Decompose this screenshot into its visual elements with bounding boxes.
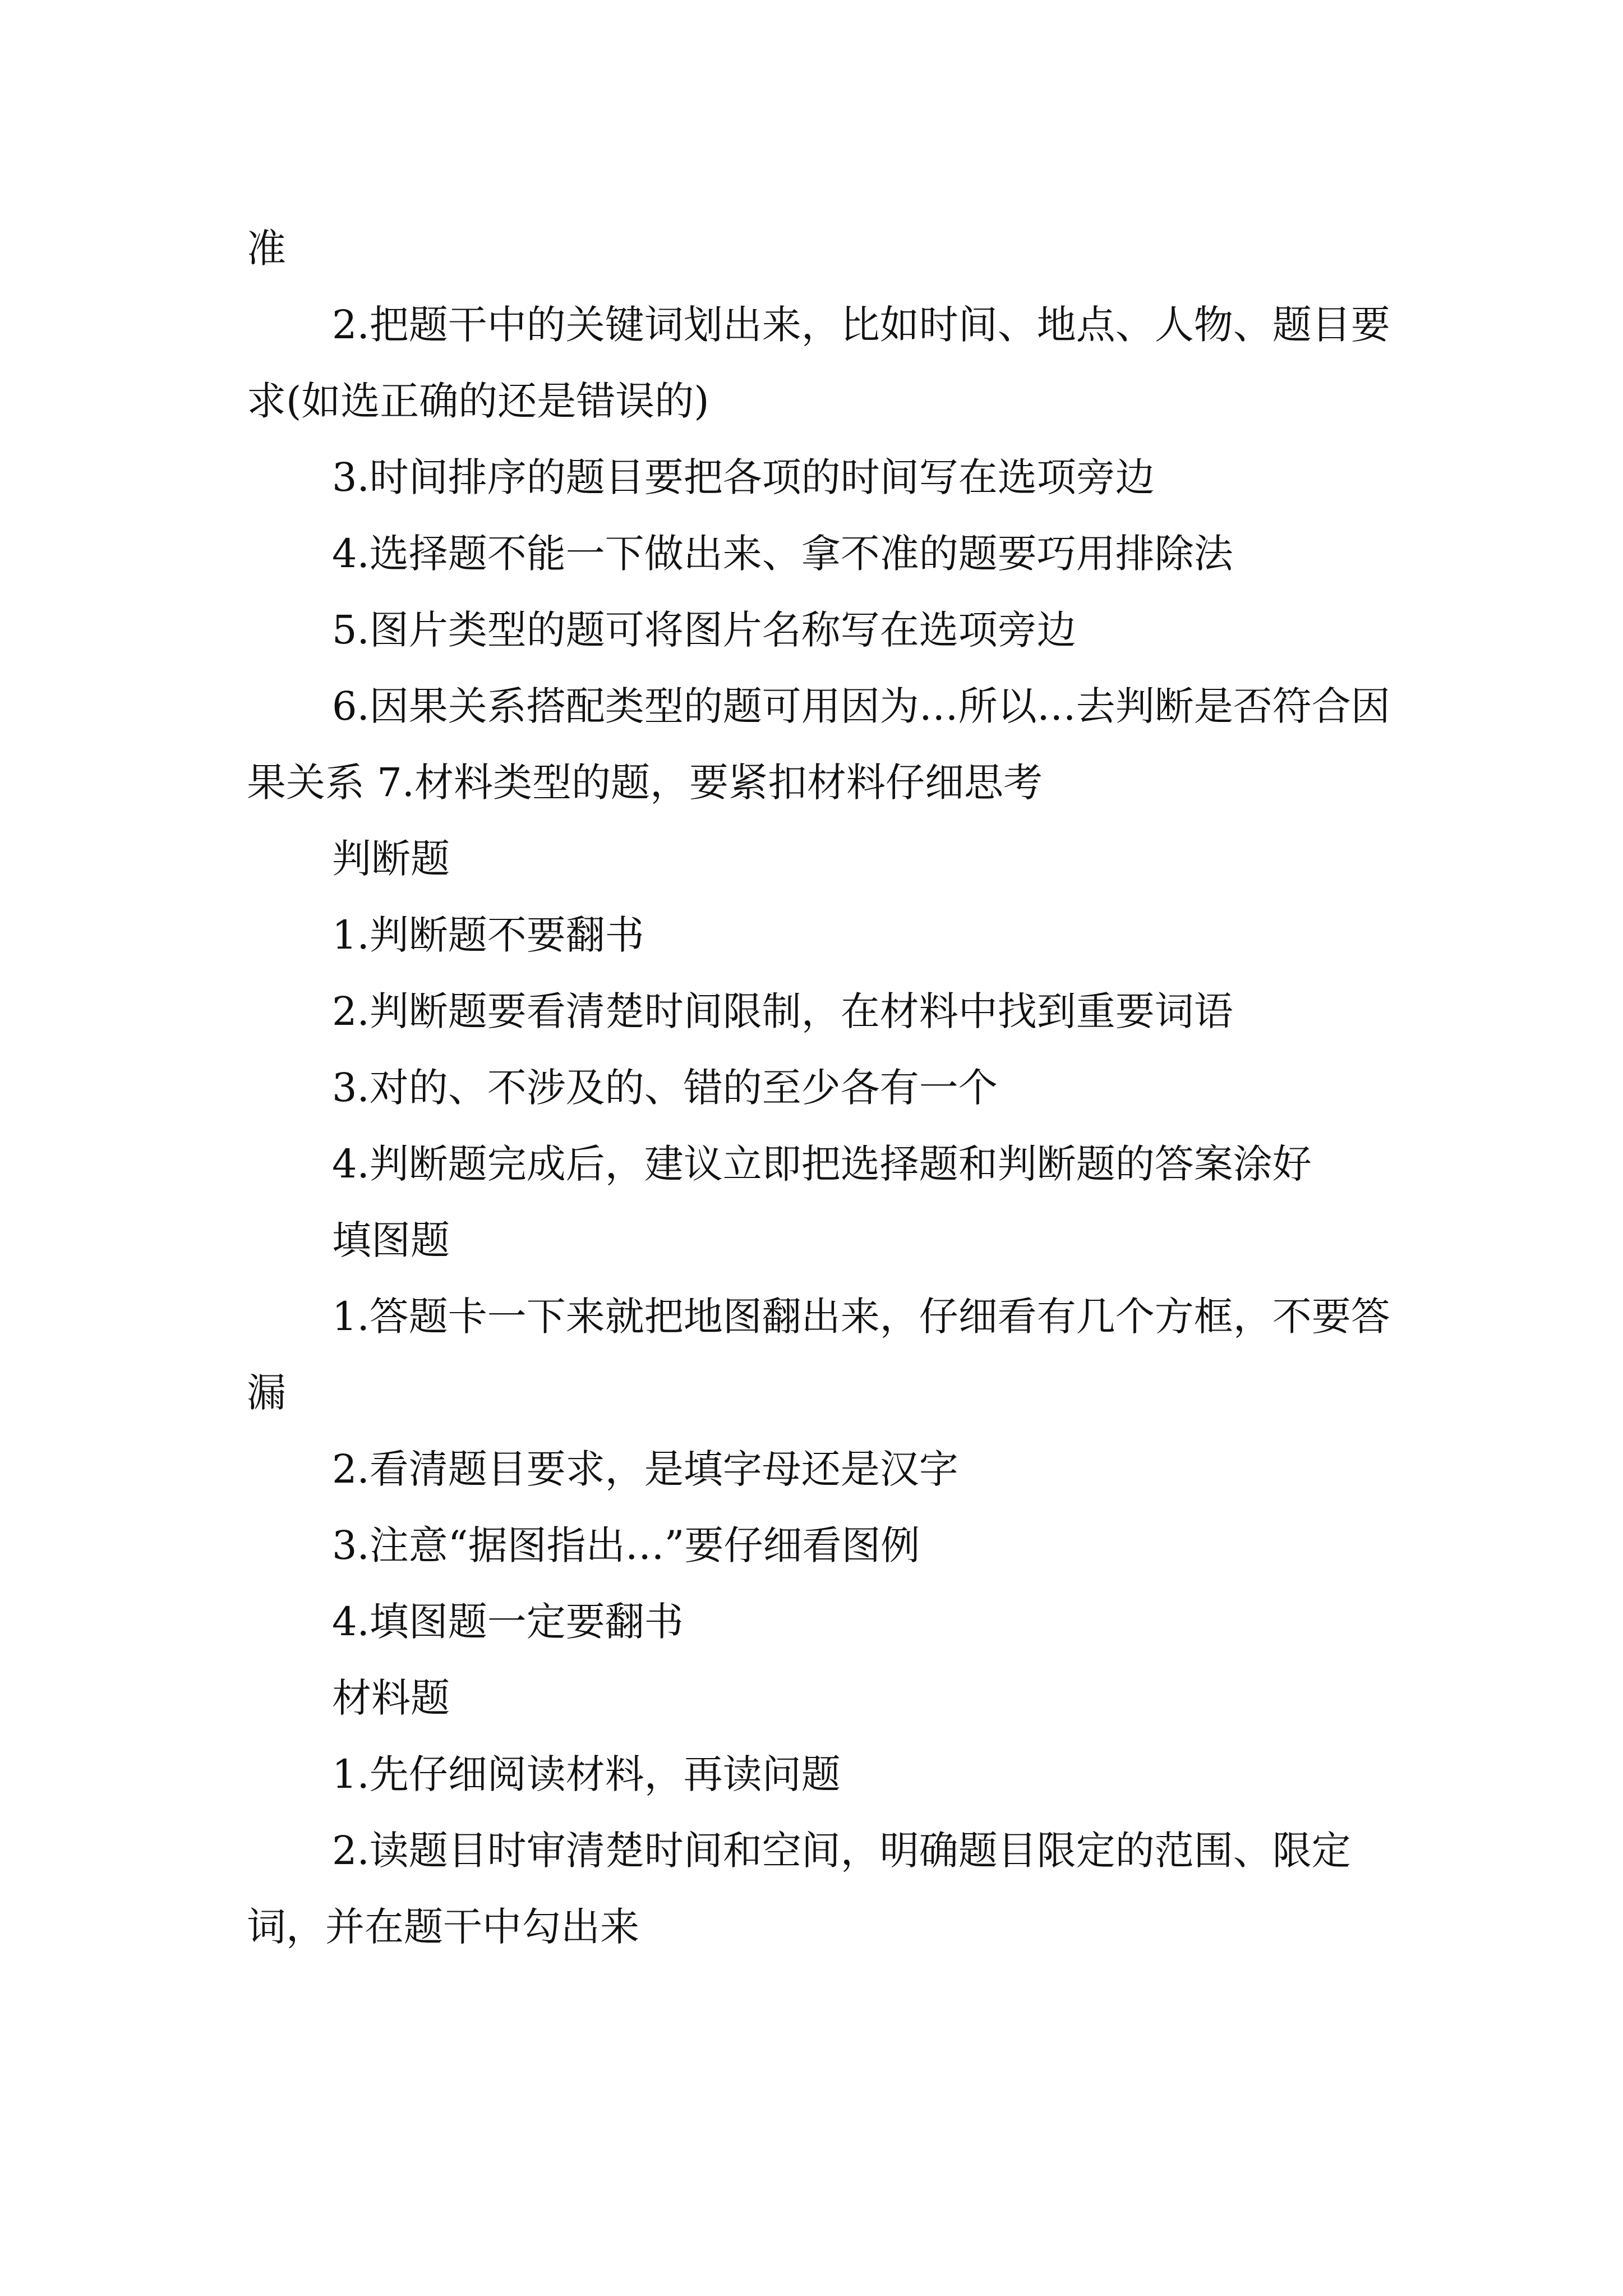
paragraph-map-tip-3: 3.注意“据图指出…”要仔细看图例: [332, 1522, 920, 1568]
paragraph-material-tip-1: 1.先仔细阅读材料，再读问题: [332, 1751, 841, 1797]
paragraph-map-tip-1: 1.答题卡一下来就把地图翻出来，仔细看有几个方框，不要答漏: [247, 1294, 1390, 1416]
paragraph-judgment-tip-3: 3.对的、不涉及的、错的至少各有一个: [332, 1065, 998, 1111]
paragraph-choice-tip-4: 4.选择题不能一下做出来、拿不准的题要巧用排除法: [332, 531, 1233, 577]
paragraph-map-tip-2: 2.看清题目要求，是填字母还是汉字: [332, 1446, 958, 1492]
paragraph-material-tip-2: 2.读题目时审清楚时间和空间，明确题目限定的范围、限定词，并在题干中勾出来: [247, 1828, 1351, 1950]
paragraph-judgment-tip-2: 2.判断题要看清楚时间限制，在材料中找到重要词语: [332, 988, 1233, 1034]
paragraph-choice-tip-5: 5.图片类型的题可将图片名称写在选项旁边: [332, 607, 1076, 653]
section-heading-material: 材料题: [332, 1675, 450, 1721]
paragraph-choice-tip-6-7: 6.因果关系搭配类型的题可用因为…所以…去判断是否符合因果关系 7.材料类型的题，要紧扣材料仔细思考: [247, 683, 1390, 806]
paragraph-judgment-tip-4: 4.判断题完成后，建议立即把选择题和判断题的答案涂好: [332, 1141, 1312, 1187]
paragraph-choice-tip-3: 3.时间排序的题目要把各项的时间写在选项旁边: [332, 454, 1155, 500]
paragraph-continuation: 准: [247, 226, 286, 272]
paragraph-choice-tip-2: 2.把题干中的关键词划出来，比如时间、地点、人物、题目要求(如选正确的还是错误的): [247, 302, 1390, 424]
section-heading-map-fill: 填图题: [332, 1217, 450, 1263]
document-body: [247, 210, 1391, 1965]
paragraph-judgment-tip-1: 1.判断题不要翻书: [332, 912, 644, 958]
paragraph-map-tip-4: 4.填图题一定要翻书: [332, 1599, 684, 1645]
section-heading-judgment: 判断题: [332, 836, 450, 882]
